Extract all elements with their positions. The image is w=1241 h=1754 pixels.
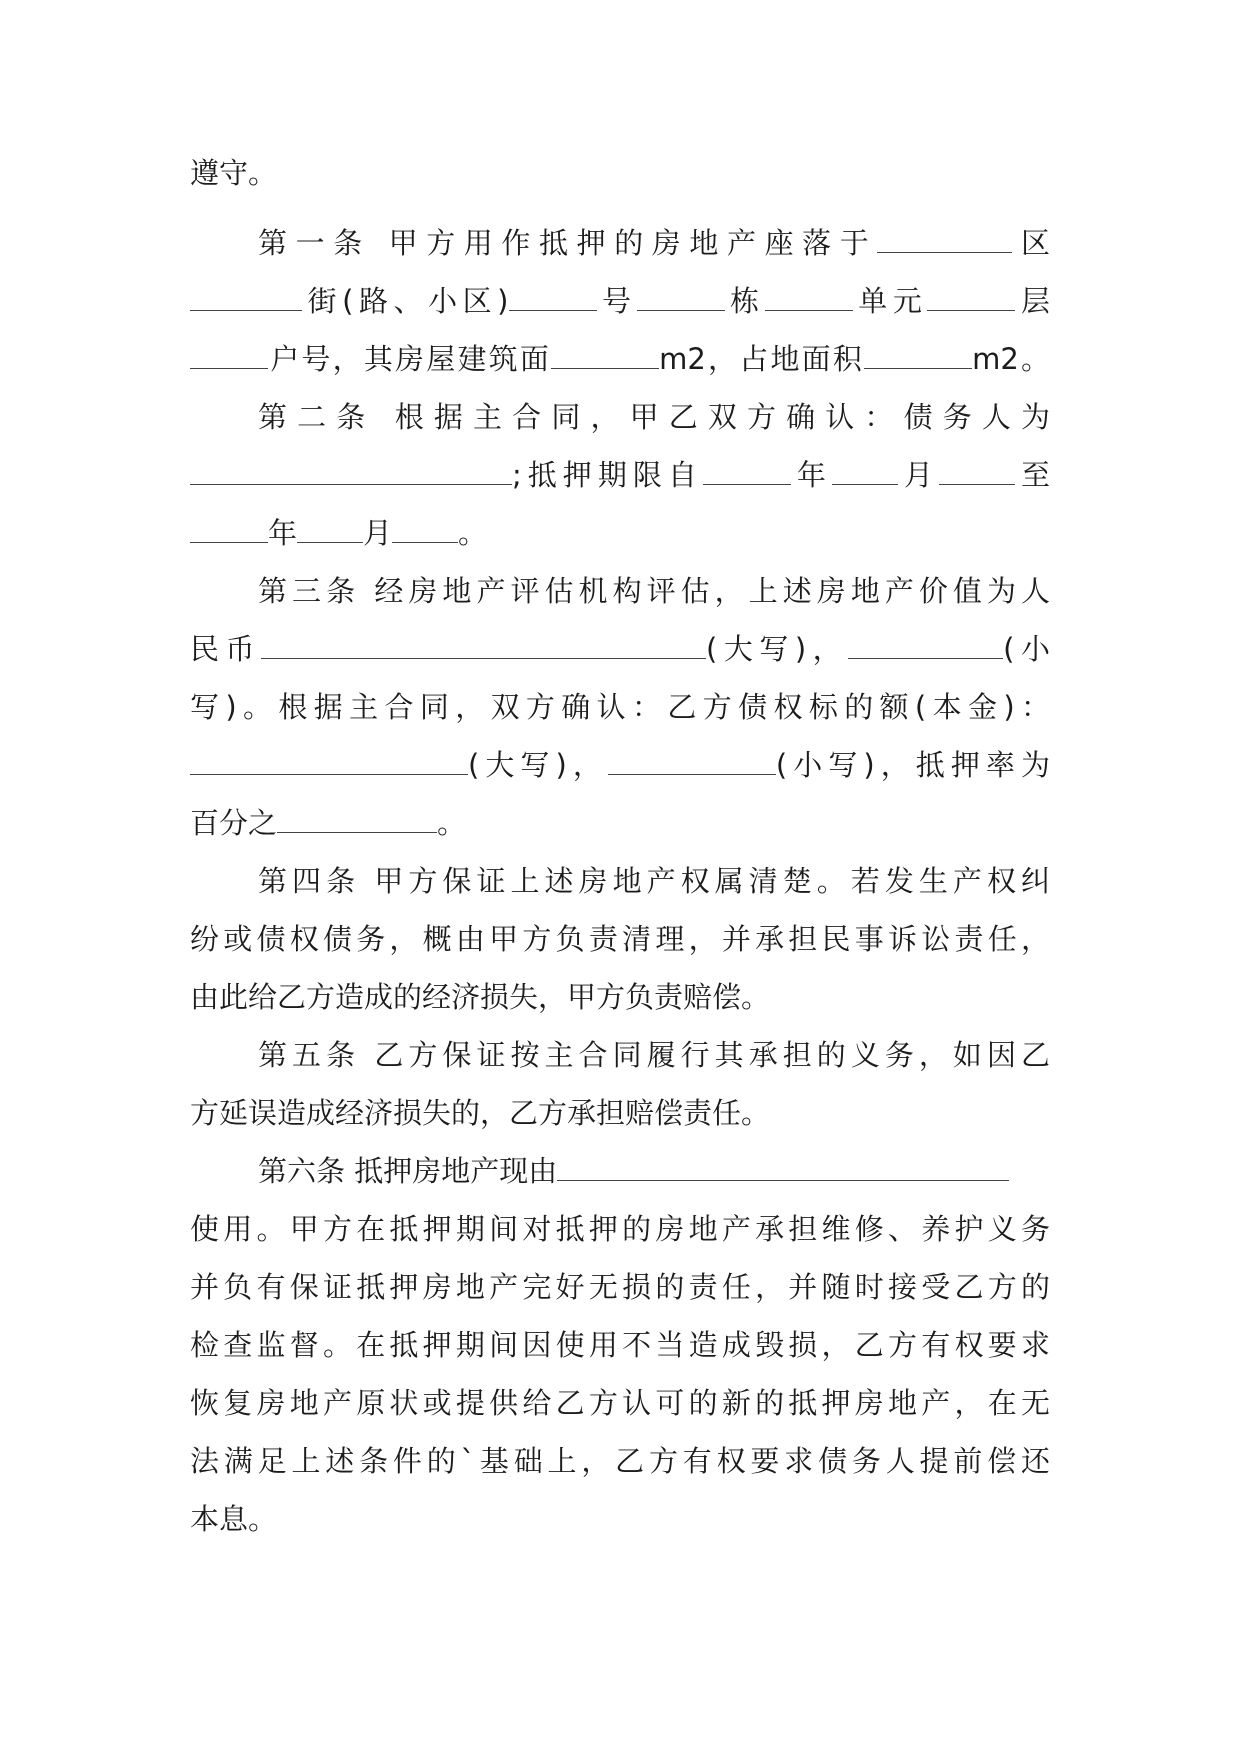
article-6-line: 第六条 抵押房地产现由 [258,1154,1050,1188]
blank-line [864,344,972,369]
blank-line [832,460,898,485]
article-2-line: 第二条 根据主合同，甲乙双方确认：债务人为 [258,400,1050,434]
blank-line [277,808,437,833]
article-4-line: 由此给乙方造成的经济损失，甲方负责赔偿。 [190,980,771,1014]
blank-line [557,1156,1009,1181]
article-3-line: 百分之 。 [190,806,467,840]
article-6-line: 本息。 [190,1502,278,1536]
paragraph-line: 遵守。 [190,156,278,190]
blank-line [190,518,268,543]
article-5-line: 方延误造成经济损失的，乙方承担赔偿责任。 [190,1096,771,1130]
blank-line [939,460,1015,485]
article-6-line: 使用。甲方在抵押期间对抵押的房地产承担维修、养护义务 [190,1212,1050,1246]
article-3-line: 第三条 经房地产评估机构评估，上述房地产价值为人 [258,574,1050,608]
article-2-line: ;抵押期限自 年 月 至 [190,458,1050,492]
article-3-line: 写)。根据主合同，双方确认：乙方债权标的额(本金)： [190,690,1050,724]
blank-line [190,344,268,369]
blank-line [190,750,468,775]
article-1-line: 户号，其房屋建筑面 m2，占地面积 m2。 [190,342,1050,376]
article-6-line: 法满足上述条件的`基础上，乙方有权要求债务人提前偿还 [190,1444,1050,1478]
article-1-line: 第一条 甲方用作抵押的房地产座落于 区 [258,226,1050,260]
blank-line [608,750,776,775]
blank-line [765,286,853,311]
blank-line [877,228,1012,253]
blank-line [703,460,791,485]
blank-line [190,286,302,311]
blank-line [190,460,512,485]
blank-line [509,286,597,311]
article-3-line: (大写)， (小写)，抵押率为 [190,748,1050,782]
blank-line [392,518,458,543]
blank-line [927,286,1015,311]
blank-line [551,344,659,369]
article-5-line: 第五条 乙方保证按主合同履行其承担的义务，如因乙 [258,1038,1050,1072]
blank-line [848,634,1003,659]
blank-line [637,286,725,311]
article-2-line: 年 月 。 [190,516,1050,550]
article-4-line: 第四条 甲方保证上述房地产权属清楚。若发生产权纠 [258,864,1050,898]
blank-line [261,634,706,659]
blank-line [297,518,363,543]
article-6-line: 恢复房地产原状或提供给乙方认可的新的抵押房地产，在无 [190,1386,1050,1420]
article-3-line: 民币 (大写)， (小 [190,632,1050,666]
article-1-line: 街(路、小区) 号 栋 单元 层 [190,284,1050,318]
article-4-line: 纷或债权债务，概由甲方负责清理，并承担民事诉讼责任， [190,922,1050,956]
article-6-line: 检查监督。在抵押期间因使用不当造成毁损，乙方有权要求 [190,1328,1050,1362]
article-6-line: 并负有保证抵押房地产完好无损的责任，并随时接受乙方的 [190,1270,1050,1304]
